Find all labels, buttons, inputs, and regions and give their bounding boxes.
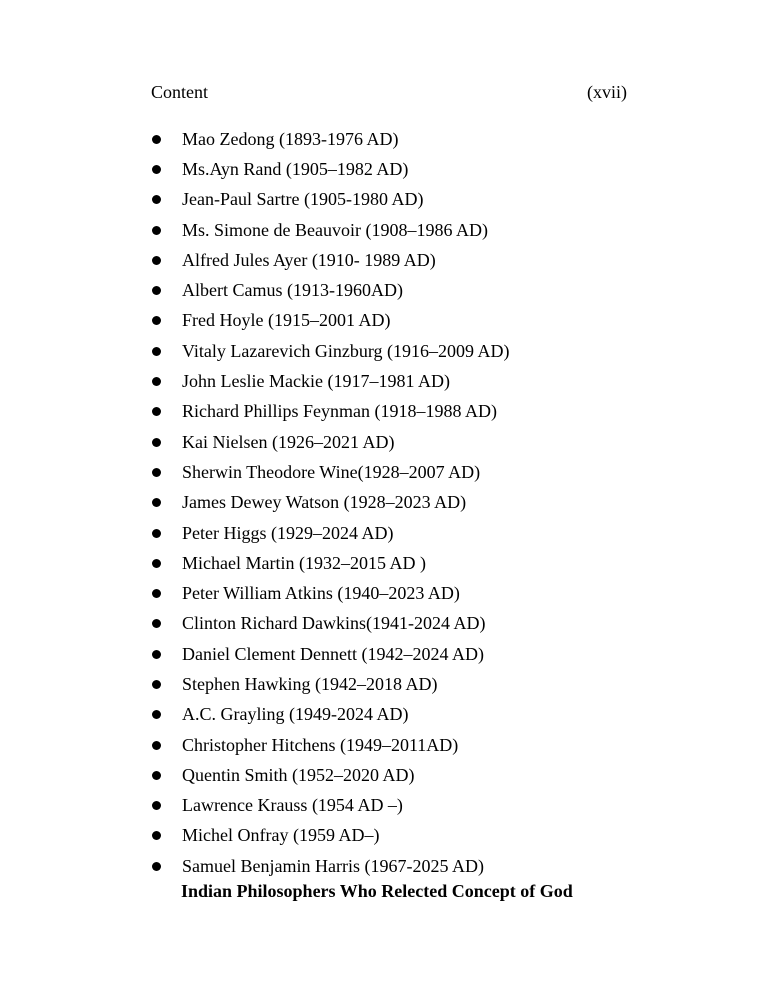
page-header <box>151 82 627 106</box>
list-item <box>151 154 510 184</box>
list-item-text: Samuel Benjamin Harris (1967-2025 AD) <box>182 855 484 876</box>
list-item-text: Michel Onfray (1959 AD–) <box>182 825 380 846</box>
list-item <box>151 185 510 215</box>
list-item <box>151 760 510 790</box>
list-item <box>151 518 510 548</box>
bullet-icon <box>152 226 161 235</box>
list-item-text: James Dewey Watson (1928–2023 AD) <box>182 492 467 513</box>
list-item-text: Jean-Paul Sartre (1905-1980 AD) <box>182 189 424 210</box>
list-item <box>151 366 510 396</box>
page-number: (xvii) <box>587 82 627 102</box>
bullet-icon <box>152 741 161 750</box>
bullet-icon <box>152 801 161 810</box>
bullet-icon <box>152 650 161 659</box>
list-item <box>151 306 510 336</box>
list-item-text: Ms.Ayn Rand (1905–1982 AD) <box>182 158 409 179</box>
list-item-text: Christopher Hitchens (1949–2011AD) <box>182 734 459 755</box>
bullet-icon <box>152 377 161 386</box>
bullet-icon <box>152 438 161 447</box>
list-item <box>151 821 510 851</box>
bullet-icon <box>152 286 161 295</box>
list-item-text: Alfred Jules Ayer (1910- 1989 AD) <box>182 249 436 270</box>
bullet-icon <box>152 165 161 174</box>
bullet-icon <box>152 347 161 356</box>
bullet-icon <box>152 710 161 719</box>
bullet-icon <box>152 498 161 507</box>
list-item-text: Albert Camus (1913-1960AD) <box>182 280 403 301</box>
list-item-text: Vitaly Lazarevich Ginzburg (1916–2009 AD) <box>182 340 510 361</box>
list-item <box>151 578 510 608</box>
list-item <box>151 609 510 639</box>
list-item <box>151 548 510 578</box>
list-item-text: Peter William Atkins (1940–2023 AD) <box>182 583 460 604</box>
list-item-text: Lawrence Krauss (1954 AD –) <box>182 795 403 816</box>
list-item <box>151 700 510 730</box>
list-item-text: Clinton Richard Dawkins(1941-2024 AD) <box>182 613 486 634</box>
list-item <box>151 397 510 427</box>
list-item-text: Kai Nielsen (1926–2021 AD) <box>182 431 395 452</box>
bullet-icon <box>152 316 161 325</box>
bullet-icon <box>152 559 161 568</box>
bullet-icon <box>152 529 161 538</box>
list-item <box>151 639 510 669</box>
bullet-icon <box>152 680 161 689</box>
list-item-text: John Leslie Mackie (1917–1981 AD) <box>182 371 450 392</box>
bullet-icon <box>152 256 161 265</box>
list-item-text: Quentin Smith (1952–2020 AD) <box>182 764 415 785</box>
bullet-icon <box>152 135 161 144</box>
bullet-icon <box>152 589 161 598</box>
bullet-icon <box>152 831 161 840</box>
list-item <box>151 427 510 457</box>
list-item-text: Mao Zedong (1893-1976 AD) <box>182 128 399 149</box>
list-item-text: Michael Martin (1932–2015 AD ) <box>182 552 426 573</box>
list-item <box>151 730 510 760</box>
list-item <box>151 669 510 699</box>
list-item <box>151 336 510 366</box>
list-item <box>151 488 510 518</box>
bullet-icon <box>152 619 161 628</box>
list-item-text: Stephen Hawking (1942–2018 AD) <box>182 673 438 694</box>
list-item-text: Richard Phillips Feynman (1918–1988 AD) <box>182 401 497 422</box>
list-item-text: Sherwin Theodore Wine(1928–2007 AD) <box>182 461 481 482</box>
bullet-icon <box>152 862 161 871</box>
list-item <box>151 275 510 305</box>
list-item-text: Daniel Clement Dennett (1942–2024 AD) <box>182 643 484 664</box>
bullet-icon <box>152 771 161 780</box>
list-item <box>151 457 510 487</box>
bullet-icon <box>152 195 161 204</box>
philosopher-list <box>151 124 510 881</box>
bullet-icon <box>152 468 161 477</box>
bullet-icon <box>152 407 161 416</box>
list-item-text: Ms. Simone de Beauvoir (1908–1986 AD) <box>182 219 488 240</box>
list-item <box>151 124 510 154</box>
list-item-text: A.C. Grayling (1949-2024 AD) <box>182 704 409 725</box>
list-item-text: Fred Hoyle (1915–2001 AD) <box>182 310 391 331</box>
section-heading: Indian Philosophers Who Relected Concept of God <box>181 881 573 901</box>
running-head-title: Content <box>151 82 208 102</box>
list-item <box>151 215 510 245</box>
list-item <box>151 851 510 881</box>
list-item <box>151 791 510 821</box>
list-item-text: Peter Higgs (1929–2024 AD) <box>182 522 394 543</box>
list-item <box>151 245 510 275</box>
